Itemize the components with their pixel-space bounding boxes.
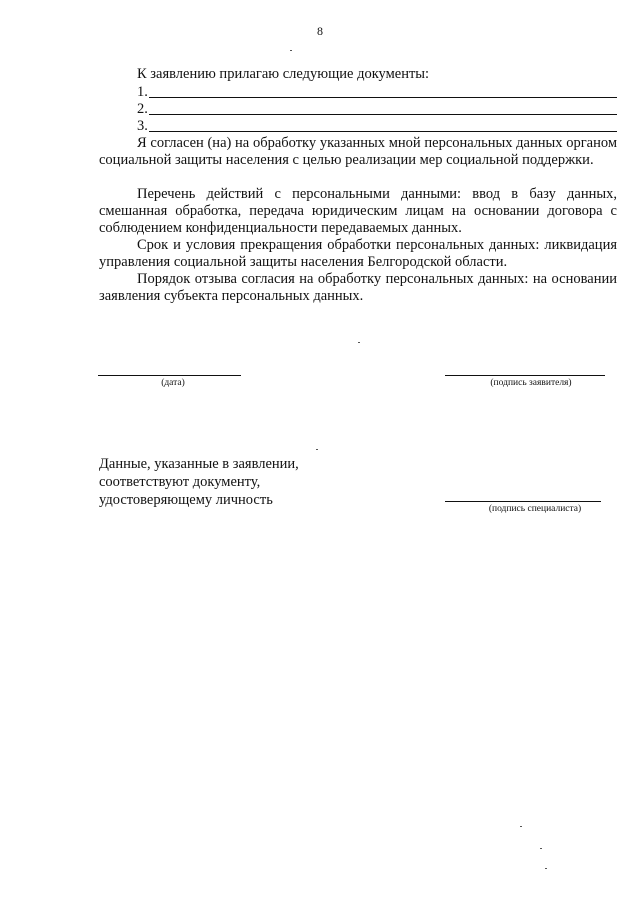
- actions-text: Перечень действий с персональными данными: ввод в базу данных, смешанная обработка, передача юридическим лицам на основании договора с соблюдением конфиденциальности передаваемых данных.: [99, 186, 617, 236]
- scan-speck: [540, 848, 542, 849]
- specialist-signature-line[interactable]: [445, 501, 601, 502]
- revocation-paragraph: [99, 271, 617, 305]
- attachment-number: 1.: [137, 84, 148, 100]
- attachment-line-1[interactable]: [137, 84, 617, 100]
- scan-speck: [520, 826, 522, 827]
- scan-speck: [290, 50, 292, 51]
- specialist-signature-caption: (подпись специалиста): [488, 504, 582, 514]
- attachment-number: 2.: [137, 101, 148, 117]
- termination-text: Срок и условия прекращения обработки персональных данных: ликвидация управления социальной защиты населения Белгородской области.: [99, 237, 617, 270]
- attachments-intro: К заявлению прилагаю следующие документы:: [137, 66, 430, 82]
- revocation-text: Порядок отзыва согласия на обработку персональных данных: на основании заявления субъекта персональных данных.: [99, 271, 617, 304]
- scan-speck: [545, 868, 547, 869]
- actions-paragraph: [99, 186, 617, 237]
- consent-paragraph: [99, 135, 617, 169]
- date-line[interactable]: [98, 375, 241, 376]
- scan-speck: [358, 342, 360, 343]
- applicant-signature-caption: (подпись заявителя): [490, 378, 572, 388]
- blank-line: [149, 131, 617, 132]
- blank-line: [149, 114, 617, 115]
- blank-line: [149, 97, 617, 98]
- scan-speck: [316, 449, 318, 450]
- attachment-number: 3.: [137, 118, 148, 134]
- page-number: 8: [317, 24, 323, 38]
- attachment-line-3[interactable]: [137, 118, 617, 134]
- verification-line: соответствуют документу,: [99, 474, 261, 490]
- verification-line: Данные, указанные в заявлении,: [99, 456, 299, 472]
- date-caption: (дата): [161, 378, 185, 388]
- verification-line: удостоверяющему личность: [99, 492, 273, 508]
- verification-block: [99, 455, 299, 509]
- applicant-signature-line[interactable]: [445, 375, 605, 376]
- attachment-line-2[interactable]: [137, 101, 617, 117]
- termination-paragraph: [99, 237, 617, 271]
- consent-text: Я согласен (на) на обработку указанных мной персональных данных органом социальной защиты населения с целью реализации мер социальной поддержки.: [99, 135, 617, 168]
